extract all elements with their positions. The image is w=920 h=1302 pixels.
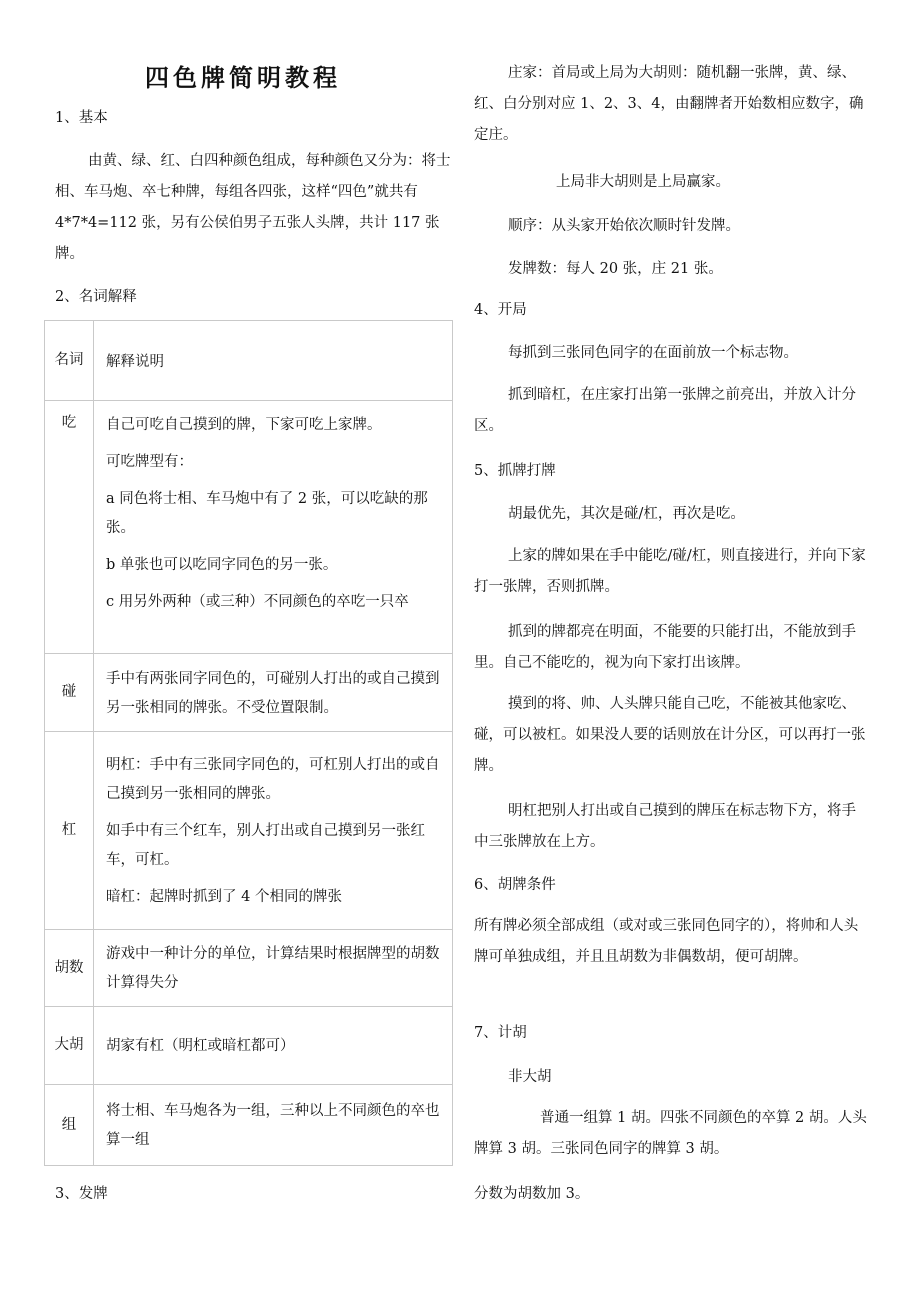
terms-table xyxy=(44,320,453,1166)
desc-line: 将士相、车马炮各为一组，三种以上不同颜色的卒也算一组 xyxy=(106,1103,440,1148)
table-header-desc: 解释说明 xyxy=(94,321,453,401)
desc-line: b 单张也可以吃同字同色的另一张。 xyxy=(106,557,338,573)
dealer-paragraph: 庄家：首局或上局为大胡则：随机翻一张牌，黄、绿、红、白分别对应 1、2、3、4，由翻牌者开始数相应数字，确定庄。 xyxy=(474,65,864,143)
section-heading-win-conditions: 6、胡牌条件 xyxy=(474,877,556,893)
section-heading-draw-play: 5、抓牌打牌 xyxy=(474,463,556,479)
draw-play-paragraph-4: 摸到的将、帅、人头牌只能自己吃，不能被其他家吃、碰，可以被杠。如果没人要的话则放在计分区，可以再打一张牌。 xyxy=(474,696,866,774)
deal-count-line: 发牌数：每人 20 张，庄 21 张。 xyxy=(508,261,723,277)
desc-dahu xyxy=(94,1007,453,1085)
deal-order-line: 顺序：从头家开始依次顺时针发牌。 xyxy=(508,218,740,234)
score-formula-line: 分数为胡数加 3。 xyxy=(474,1186,590,1202)
desc-line: 胡家有杠（明杠或暗杠都可） xyxy=(106,1038,295,1054)
desc-gang xyxy=(94,732,453,930)
section-heading-scoring: 7、计胡 xyxy=(474,1025,527,1041)
section-heading-deal: 3、发牌 xyxy=(55,1186,108,1202)
desc-line: 如手中有三个红车，别人打出或自己摸到另一张红车，可杠。 xyxy=(106,823,425,868)
desc-peng xyxy=(94,654,453,732)
term-dahu: 大胡 xyxy=(45,1007,94,1085)
draw-play-paragraph-2: 上家的牌如果在手中能吃/碰/杠，则直接进行，并向下家打一张牌，否则抓牌。 xyxy=(474,548,866,595)
section-heading-terms: 2、名词解释 xyxy=(55,289,137,305)
desc-hushu xyxy=(94,930,453,1007)
basic-paragraph: 由黄、绿、红、白四种颜色组成，每种颜色又分为：将士相、车马炮、卒七种牌，每组各四张，这样“四色”就共有 4*7*4=112 张，另有公侯伯男子五张人头牌，共计 117 张牌。 xyxy=(55,153,451,262)
table-row xyxy=(45,401,453,654)
table-row xyxy=(45,732,453,930)
desc-line: 自己可吃自己摸到的牌，下家可吃上家牌。 xyxy=(106,417,382,433)
previous-winner-line: 上局非大胡则是上局赢家。 xyxy=(556,174,730,190)
table-header-row xyxy=(45,321,453,401)
desc-line: 暗杠：起牌时抓到了 4 个相同的牌张 xyxy=(106,889,342,905)
table-row xyxy=(45,1007,453,1085)
opening-paragraph-1: 每抓到三张同色同字的在面前放一个标志物。 xyxy=(508,345,798,361)
table-row xyxy=(45,930,453,1007)
draw-play-paragraph-3: 抓到的牌都亮在明面，不能要的只能打出，不能放到手里。自己不能吃的，视为向下家打出该牌。 xyxy=(474,624,856,671)
table-header-term: 名词 xyxy=(45,321,94,401)
draw-play-paragraph-1: 胡最优先，其次是碰/杠，再次是吃。 xyxy=(508,506,745,522)
scoring-paragraph: 普通一组算 1 胡。四张不同颜色的卒算 2 胡。人头牌算 3 胡。三张同色同字的牌算 3 胡。 xyxy=(474,1110,867,1157)
desc-line: 可吃牌型有： xyxy=(106,454,193,470)
desc-chi xyxy=(94,401,453,654)
term-zu: 组 xyxy=(45,1085,94,1166)
term-hushu: 胡数 xyxy=(45,930,94,1007)
opening-paragraph-2: 抓到暗杠，在庄家打出第一张牌之前亮出，并放入计分区。 xyxy=(474,387,856,434)
draw-play-paragraph-5: 明杠把别人打出或自己摸到的牌压在标志物下方，将手中三张牌放在上方。 xyxy=(474,803,856,850)
section-heading-opening: 4、开局 xyxy=(474,302,527,318)
term-gang: 杠 xyxy=(45,732,94,930)
page-title: 四色牌简明教程 xyxy=(145,64,341,92)
desc-line: 游戏中一种计分的单位，计算结果时根据牌型的胡数计算得失分 xyxy=(106,946,440,991)
table-row xyxy=(45,654,453,732)
section-heading-basic: 1、基本 xyxy=(55,110,108,126)
win-conditions-paragraph: 所有牌必须全部成组（或对或三张同色同字的），将帅和人头牌可单独成组，并且且胡数为非偶数胡，便可胡牌。 xyxy=(474,918,859,965)
desc-line: a 同色将士相、车马炮中有了 2 张，可以吃缺的那张。 xyxy=(106,491,428,536)
desc-line: 明杠：手中有三张同字同色的，可杠别人打出的或自己摸到另一张相同的牌张。 xyxy=(106,757,440,802)
term-peng: 碰 xyxy=(45,654,94,732)
table-row xyxy=(45,1085,453,1166)
term-chi: 吃 xyxy=(45,401,94,654)
desc-line: 手中有两张同字同色的，可碰别人打出的或自己摸到另一张相同的牌张。不受位置限制。 xyxy=(106,670,440,716)
desc-zu xyxy=(94,1085,453,1166)
scoring-subheading: 非大胡 xyxy=(508,1069,552,1085)
desc-line: c 用另外两种（或三种）不同颜色的卒吃一只卒 xyxy=(106,594,409,610)
